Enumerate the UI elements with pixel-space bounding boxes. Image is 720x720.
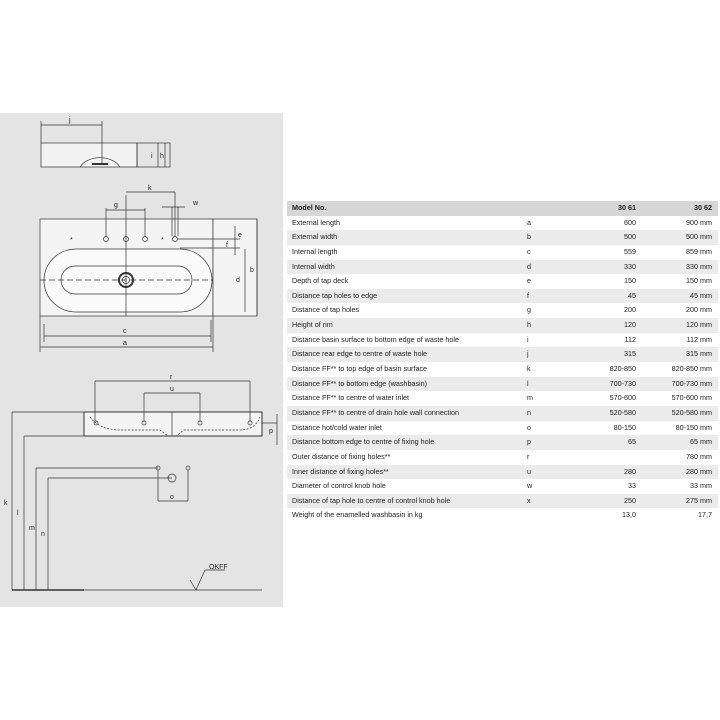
row-label: Distance basin surface to bottom edge of waste hole: [292, 334, 460, 344]
row-value-3062: 80-150 mm: [675, 422, 712, 432]
row-value-3061: 80-150: [613, 422, 636, 432]
table-row: [287, 465, 718, 480]
table-row: [287, 508, 718, 523]
row-value-3062: 275 mm: [686, 495, 712, 505]
row-symbol: d: [527, 261, 531, 271]
dim-label-k: k: [4, 500, 8, 507]
row-symbol: k: [527, 364, 531, 374]
row-value-3062: 17,7: [698, 510, 712, 520]
row-value-3062: 120 mm: [686, 320, 712, 330]
dim-label-a: a: [123, 340, 127, 347]
table-row: [287, 260, 718, 275]
row-symbol: m: [527, 393, 533, 403]
row-value-3061: 280: [624, 466, 636, 476]
dim-label-w: w: [193, 200, 199, 207]
table-row: [287, 303, 718, 318]
header-model-no: Model No.: [292, 203, 327, 212]
row-value-3062: 150 mm: [686, 276, 712, 286]
table-row: [287, 494, 718, 509]
table-row: [287, 479, 718, 494]
table-row: [287, 245, 718, 260]
row-symbol: u: [527, 466, 531, 476]
technical-drawing: [0, 113, 283, 607]
table-row: [287, 318, 718, 333]
svg-text:*: *: [70, 237, 73, 244]
row-label: Distance bottom edge to centre of fixing hole: [292, 437, 435, 447]
table-header: [287, 201, 718, 216]
row-symbol: x: [527, 495, 531, 505]
row-symbol: r: [527, 451, 530, 461]
dim-label-e: e: [238, 232, 242, 239]
table-row: [287, 274, 718, 289]
dim-label-r: r: [170, 374, 173, 381]
row-value-3061: 570-600: [609, 393, 636, 403]
row-value-3061: 315: [624, 349, 636, 359]
row-symbol: a: [527, 217, 531, 227]
row-symbol: i: [527, 334, 529, 344]
row-value-3061: 33: [628, 481, 636, 491]
row-value-3061: 150: [624, 276, 636, 286]
row-value-3061: 700-730: [609, 378, 636, 388]
row-label: Distance of tap hole to centre of control knob hole: [292, 495, 451, 505]
row-label: Distance rear edge to centre of waste hole: [292, 349, 428, 359]
row-value-3062: 112 mm: [686, 334, 712, 344]
table-row: [287, 435, 718, 450]
svg-text:*: *: [161, 237, 164, 244]
row-label: Distance hot/cold water inlet: [292, 422, 382, 432]
row-label: Distance of tap holes: [292, 305, 360, 315]
row-value-3062: 820-850 mm: [671, 364, 712, 374]
dim-label-o: o: [170, 494, 174, 501]
row-value-3062: 900 mm: [686, 217, 712, 227]
row-label: External length: [292, 217, 340, 227]
row-symbol: h: [527, 320, 531, 330]
row-label: Inner distance of fixing holes**: [292, 466, 389, 476]
row-value-3062: 280 mm: [686, 466, 712, 476]
row-value-3061: 600: [624, 217, 636, 227]
row-value-3062: 45 mm: [690, 290, 712, 300]
header-model-2: 30 62: [694, 203, 712, 212]
washbasin-dimension-drawing: [0, 113, 283, 607]
row-value-3061: 45: [628, 290, 636, 300]
dim-label-m: m: [29, 525, 35, 532]
row-label: Distance FF** to centre of drain hole wall connection: [292, 407, 459, 417]
dim-label-l: l: [17, 510, 19, 517]
dim-label-g: g: [114, 202, 118, 209]
row-value-3062: 315 mm: [686, 349, 712, 359]
specification-table: [287, 201, 718, 523]
row-value-3062: 200 mm: [686, 305, 712, 315]
row-symbol: w: [527, 481, 533, 491]
dim-label-j: j: [69, 117, 71, 124]
header-model-1: 30 61: [618, 203, 636, 212]
dim-label-f: f: [226, 242, 228, 249]
row-label: Distance FF** to centre of water inlet: [292, 393, 410, 403]
dim-label-i: i: [151, 153, 153, 160]
table-row: [287, 216, 718, 231]
table-row: [287, 333, 718, 348]
row-label: Depth of tap deck: [292, 276, 349, 286]
row-value-3061: 200: [624, 305, 636, 315]
table-row: [287, 289, 718, 304]
row-value-3062: 859 mm: [686, 246, 712, 256]
dimension-labels: [4, 117, 273, 571]
row-value-3062: 700-730 mm: [671, 378, 712, 388]
row-value-3061: 559: [624, 246, 636, 256]
row-value-3061: 330: [624, 261, 636, 271]
dim-label-n: n: [41, 531, 45, 538]
row-symbol: o: [527, 422, 531, 432]
row-label: External width: [292, 232, 338, 242]
row-symbol: g: [527, 305, 531, 315]
row-value-3061: 500: [624, 232, 636, 242]
row-symbol: b: [527, 232, 531, 242]
row-symbol: j: [527, 349, 529, 359]
table-row: [287, 230, 718, 245]
dim-label-p: p: [269, 428, 273, 435]
row-label: Diameter of control knob hole: [292, 481, 386, 491]
dim-label-c: c: [123, 328, 127, 335]
row-value-3061: 120: [624, 320, 636, 330]
table-row: [287, 406, 718, 421]
row-value-3061: 13,0: [622, 510, 636, 520]
okff-label: OKFF: [209, 564, 228, 571]
row-symbol: p: [527, 437, 531, 447]
row-value-3062: 330 mm: [686, 261, 712, 271]
dim-label-d: d: [236, 277, 240, 284]
row-symbol: f: [527, 290, 529, 300]
row-value-3062: 33 mm: [690, 481, 712, 491]
row-label: Internal width: [292, 261, 335, 271]
row-value-3061: 250: [624, 495, 636, 505]
table-row: [287, 450, 718, 465]
row-label: Distance FF** to bottom edge (washbasin): [292, 378, 428, 388]
row-value-3062: 570-600 mm: [671, 393, 712, 403]
row-value-3061: 65: [628, 437, 636, 447]
row-label: Distance tap holes to edge: [292, 290, 378, 300]
row-label: Distance FF** to top edge of basin surface: [292, 364, 428, 374]
row-value-3062: 520-580 mm: [671, 407, 712, 417]
dim-label-u: u: [170, 386, 174, 393]
row-value-3062: 500 mm: [686, 232, 712, 242]
row-label: Weight of the enamelled washbasin in kg: [292, 510, 423, 520]
plan-view: [40, 192, 257, 352]
dim-label-x: k: [148, 185, 152, 192]
side-section-view: [41, 121, 170, 167]
front-installation-view: [12, 381, 277, 590]
dim-label-b: b: [250, 267, 254, 274]
row-value-3061: 820-850: [609, 364, 636, 374]
table-row: [287, 377, 718, 392]
row-symbol: n: [527, 407, 531, 417]
table-row: [287, 391, 718, 406]
row-value-3062: 780 mm: [686, 451, 712, 461]
row-label: Height of rim: [292, 320, 333, 330]
table-row: [287, 362, 718, 377]
table-row: [287, 421, 718, 436]
row-label: Internal length: [292, 246, 338, 256]
row-symbol: c: [527, 246, 531, 256]
row-symbol: l: [527, 378, 529, 388]
row-value-3061: 112: [624, 334, 636, 344]
row-value-3061: 520-580: [609, 407, 636, 417]
table-row: [287, 347, 718, 362]
dim-label-h: h: [160, 153, 164, 160]
row-label: Outer distance of fixing holes**: [292, 451, 391, 461]
row-value-3062: 65 mm: [690, 437, 712, 447]
row-symbol: e: [527, 276, 531, 286]
